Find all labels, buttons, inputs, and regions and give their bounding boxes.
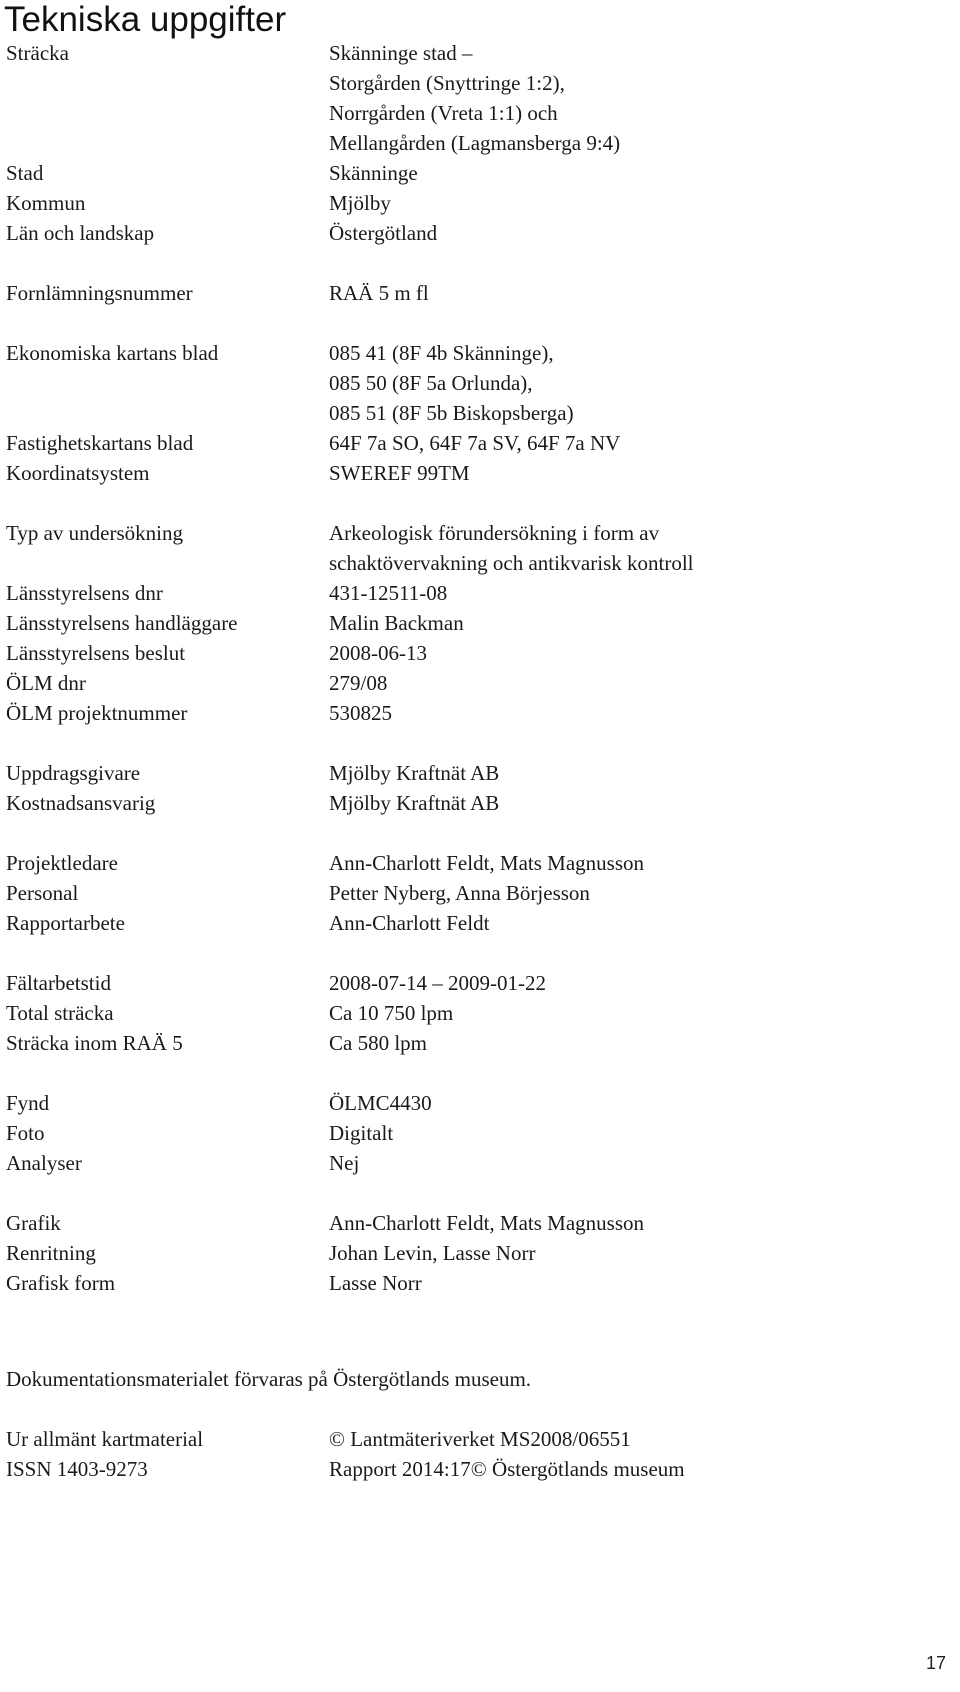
field-label: Länsstyrelsens beslut	[6, 641, 186, 665]
field-label: Ekonomiska kartans blad	[6, 341, 219, 365]
field-value: Arkeologisk förundersökning i form av	[329, 521, 660, 545]
field-value: Norrgården (Vreta 1:1) och	[329, 101, 558, 125]
field-label: Ur allmänt kartmaterial	[6, 1427, 204, 1451]
page-number: 17	[925, 1653, 946, 1673]
field-label: Län och landskap	[6, 221, 155, 245]
field-value: 530825	[329, 701, 392, 725]
field-value: Lasse Norr	[329, 1271, 422, 1295]
field-value: Mjölby	[329, 191, 391, 215]
field-label: Total sträcka	[6, 1001, 114, 1025]
field-label: Fynd	[6, 1091, 50, 1115]
field-value: 085 51 (8F 5b Biskopsberga)	[329, 401, 574, 425]
field-label: Foto	[6, 1121, 45, 1145]
field-label: Kostnadsansvarig	[6, 791, 156, 815]
field-label: Fältarbetstid	[6, 971, 111, 995]
field-value: RAÄ 5 m fl	[329, 281, 429, 305]
field-value: Skänninge stad –	[329, 41, 473, 65]
field-value: Malin Backman	[329, 611, 464, 635]
field-value: Nej	[329, 1151, 360, 1175]
field-label: Sträcka	[6, 41, 69, 65]
field-label: Rapportarbete	[6, 911, 125, 935]
field-value: Ann-Charlott Feldt	[329, 911, 490, 935]
field-label: Sträcka inom RAÄ 5	[6, 1031, 183, 1055]
field-value: Östergötland	[329, 221, 438, 245]
field-label: Grafik	[6, 1211, 61, 1235]
field-label: Länsstyrelsens dnr	[6, 581, 163, 605]
archive-note: Dokumentationsmaterialet förvaras på Östergötlands museum.	[6, 1367, 532, 1391]
field-value: Ann-Charlott Feldt, Mats Magnusson	[329, 851, 644, 875]
field-label: Länsstyrelsens handläggare	[6, 611, 238, 635]
field-value: Mellangården (Lagmansberga 9:4)	[329, 131, 621, 155]
field-label: ISSN 1403-9273	[6, 1457, 148, 1481]
field-label: Renritning	[6, 1241, 96, 1265]
field-label: Analyser	[6, 1151, 82, 1175]
field-value: Mjölby Kraftnät AB	[329, 791, 500, 815]
field-value: Ca 580 lpm	[329, 1031, 427, 1055]
field-value: schaktövervakning och antikvarisk kontroll	[329, 551, 694, 575]
field-label: Typ av undersökning	[6, 521, 184, 545]
field-label: ÖLM projektnummer	[6, 701, 188, 725]
field-label: Stad	[6, 161, 44, 185]
field-value: Storgården (Snyttringe 1:2),	[329, 71, 565, 95]
field-label: Uppdragsgivare	[6, 761, 141, 785]
field-label: Kommun	[6, 191, 86, 215]
field-value: Johan Levin, Lasse Norr	[329, 1241, 536, 1265]
field-value: 279/08	[329, 671, 388, 695]
field-value: Mjölby Kraftnät AB	[329, 761, 500, 785]
field-label: Fornlämningsnummer	[6, 281, 193, 305]
field-value: 2008-06-13	[329, 641, 427, 665]
field-value: SWEREF 99TM	[329, 461, 470, 485]
field-value: ÖLMC4430	[329, 1091, 432, 1115]
field-label: Grafisk form	[6, 1271, 116, 1295]
field-value: 085 41 (8F 4b Skänninge),	[329, 341, 554, 365]
field-value: 2008-07-14 – 2009-01-22	[329, 971, 546, 995]
field-label: Koordinatsystem	[6, 461, 150, 485]
field-value: 64F 7a SO, 64F 7a SV, 64F 7a NV	[329, 431, 621, 455]
field-value: 431-12511-08	[329, 581, 448, 605]
field-value: Ann-Charlott Feldt, Mats Magnusson	[329, 1211, 644, 1235]
field-label: Projektledare	[6, 851, 118, 875]
field-label: Fastighetskartans blad	[6, 431, 194, 455]
field-value: Rapport 2014:17© Östergötlands museum	[329, 1457, 685, 1481]
field-value: © Lantmäteriverket MS2008/06551	[329, 1427, 631, 1451]
field-value: Digitalt	[329, 1121, 394, 1145]
field-label: Personal	[6, 881, 79, 905]
field-value: Petter Nyberg, Anna Börjesson	[329, 881, 590, 905]
page-title: Tekniska uppgifter	[4, 0, 287, 39]
field-value: Skänninge	[329, 161, 418, 185]
field-value: Ca 10 750 lpm	[329, 1001, 454, 1025]
field-label: ÖLM dnr	[6, 671, 86, 695]
field-value: 085 50 (8F 5a Orlunda),	[329, 371, 533, 395]
